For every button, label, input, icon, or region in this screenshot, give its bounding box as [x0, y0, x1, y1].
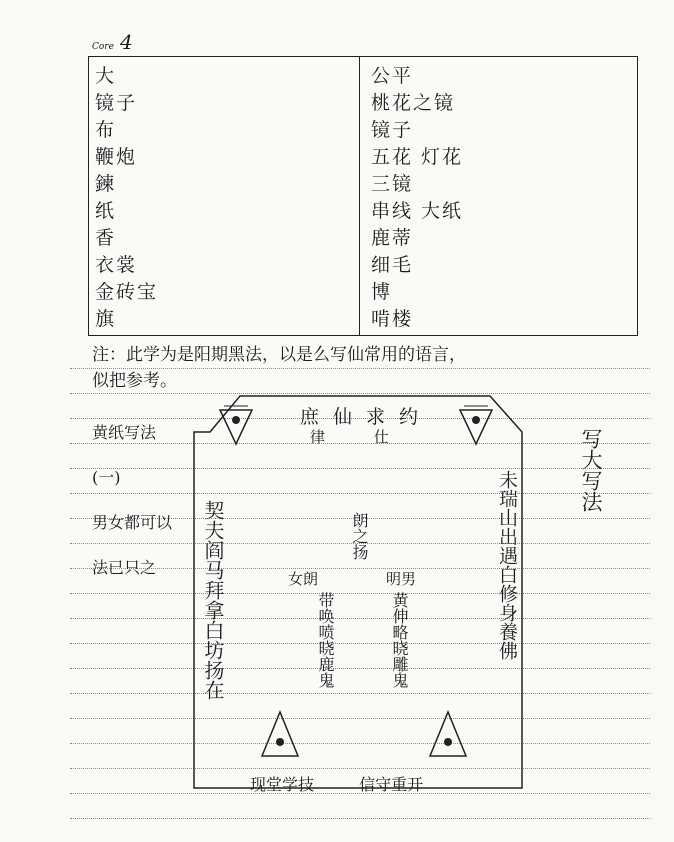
- table-cell: 镜子: [95, 92, 138, 114]
- table-cell: 鞭炮: [95, 146, 138, 168]
- triangle-emblem-icon: [262, 712, 298, 756]
- talisman-bottom-right: 信守重开: [359, 775, 424, 794]
- table-cell: 五花 灯花: [371, 146, 464, 168]
- female-label: 女朗: [288, 570, 319, 588]
- table-cell: 桃花之镜: [371, 92, 456, 114]
- table-left-column: [95, 63, 158, 333]
- table-cell: 三镜: [371, 173, 414, 195]
- triangle-emblem-icon: [460, 406, 492, 444]
- table-cell: 纸: [95, 200, 117, 222]
- talisman-frame: [190, 392, 530, 792]
- table-cell: 细毛: [371, 254, 414, 276]
- table-right-column: [371, 63, 463, 333]
- table-cell: 衣裳: [95, 254, 138, 276]
- talisman-column-2: 黄伸略晓雕鬼: [390, 592, 409, 688]
- table-cell: 鹿蒂: [371, 227, 414, 249]
- table-cell: 大: [95, 65, 117, 87]
- margin-note: 男女都可以: [92, 513, 173, 532]
- talisman-left-vertical-text: 契夫阎马拜拿白坊扬在: [201, 500, 225, 700]
- margin-note: 黄纸写法: [92, 423, 157, 442]
- margin-note: 法已只之: [92, 558, 157, 577]
- table-cell: 公平: [371, 65, 414, 87]
- table-cell: 香: [95, 227, 117, 249]
- right-margin-text: 写大写法: [579, 428, 603, 512]
- triangle-emblem-icon: [430, 712, 466, 756]
- note-text: [92, 342, 652, 394]
- talisman-column-1: 带唤喷晓鹿鬼: [316, 592, 335, 688]
- page-prefix: Core: [92, 42, 114, 52]
- table-cell: 博: [371, 281, 393, 303]
- right-margin-note: [574, 428, 604, 512]
- note-line-1: 注：此学为是阳期黑法，以是么写仙常用的语言，: [92, 345, 466, 365]
- table-cell: 布: [95, 119, 117, 141]
- talisman-bottom-left: 现堂学技: [250, 775, 315, 794]
- note-line-2: 似把参考。: [92, 371, 177, 391]
- left-margin-notes: [92, 420, 190, 600]
- male-label: 明男: [386, 570, 417, 588]
- table-cell: 镜子: [371, 119, 414, 141]
- triangle-emblem-icon: [220, 406, 252, 444]
- talisman-drawing: [190, 392, 530, 792]
- table-cell: 串线 大纸: [371, 200, 464, 222]
- talisman-bottom-text: [250, 772, 423, 795]
- talisman-right-vertical-text: 未瑞山出遇白修身養佛: [496, 470, 518, 660]
- table-cell: 鍊: [95, 173, 117, 195]
- page-number-value: 4: [119, 30, 133, 54]
- talisman-title: 庶仙求约: [300, 406, 433, 428]
- margin-note: (一): [92, 468, 121, 487]
- talisman-subtitle: 律 仕: [310, 428, 411, 446]
- table-divider: [359, 57, 360, 335]
- table-cell: 旗: [95, 308, 117, 330]
- ruled-line: [70, 818, 650, 819]
- talisman-center-text: 朗之扬: [350, 512, 369, 560]
- table-cell: 金砖宝: [95, 281, 159, 303]
- table-cell: 啃楼: [371, 308, 414, 330]
- item-table: [88, 56, 638, 336]
- page-number: [92, 30, 133, 54]
